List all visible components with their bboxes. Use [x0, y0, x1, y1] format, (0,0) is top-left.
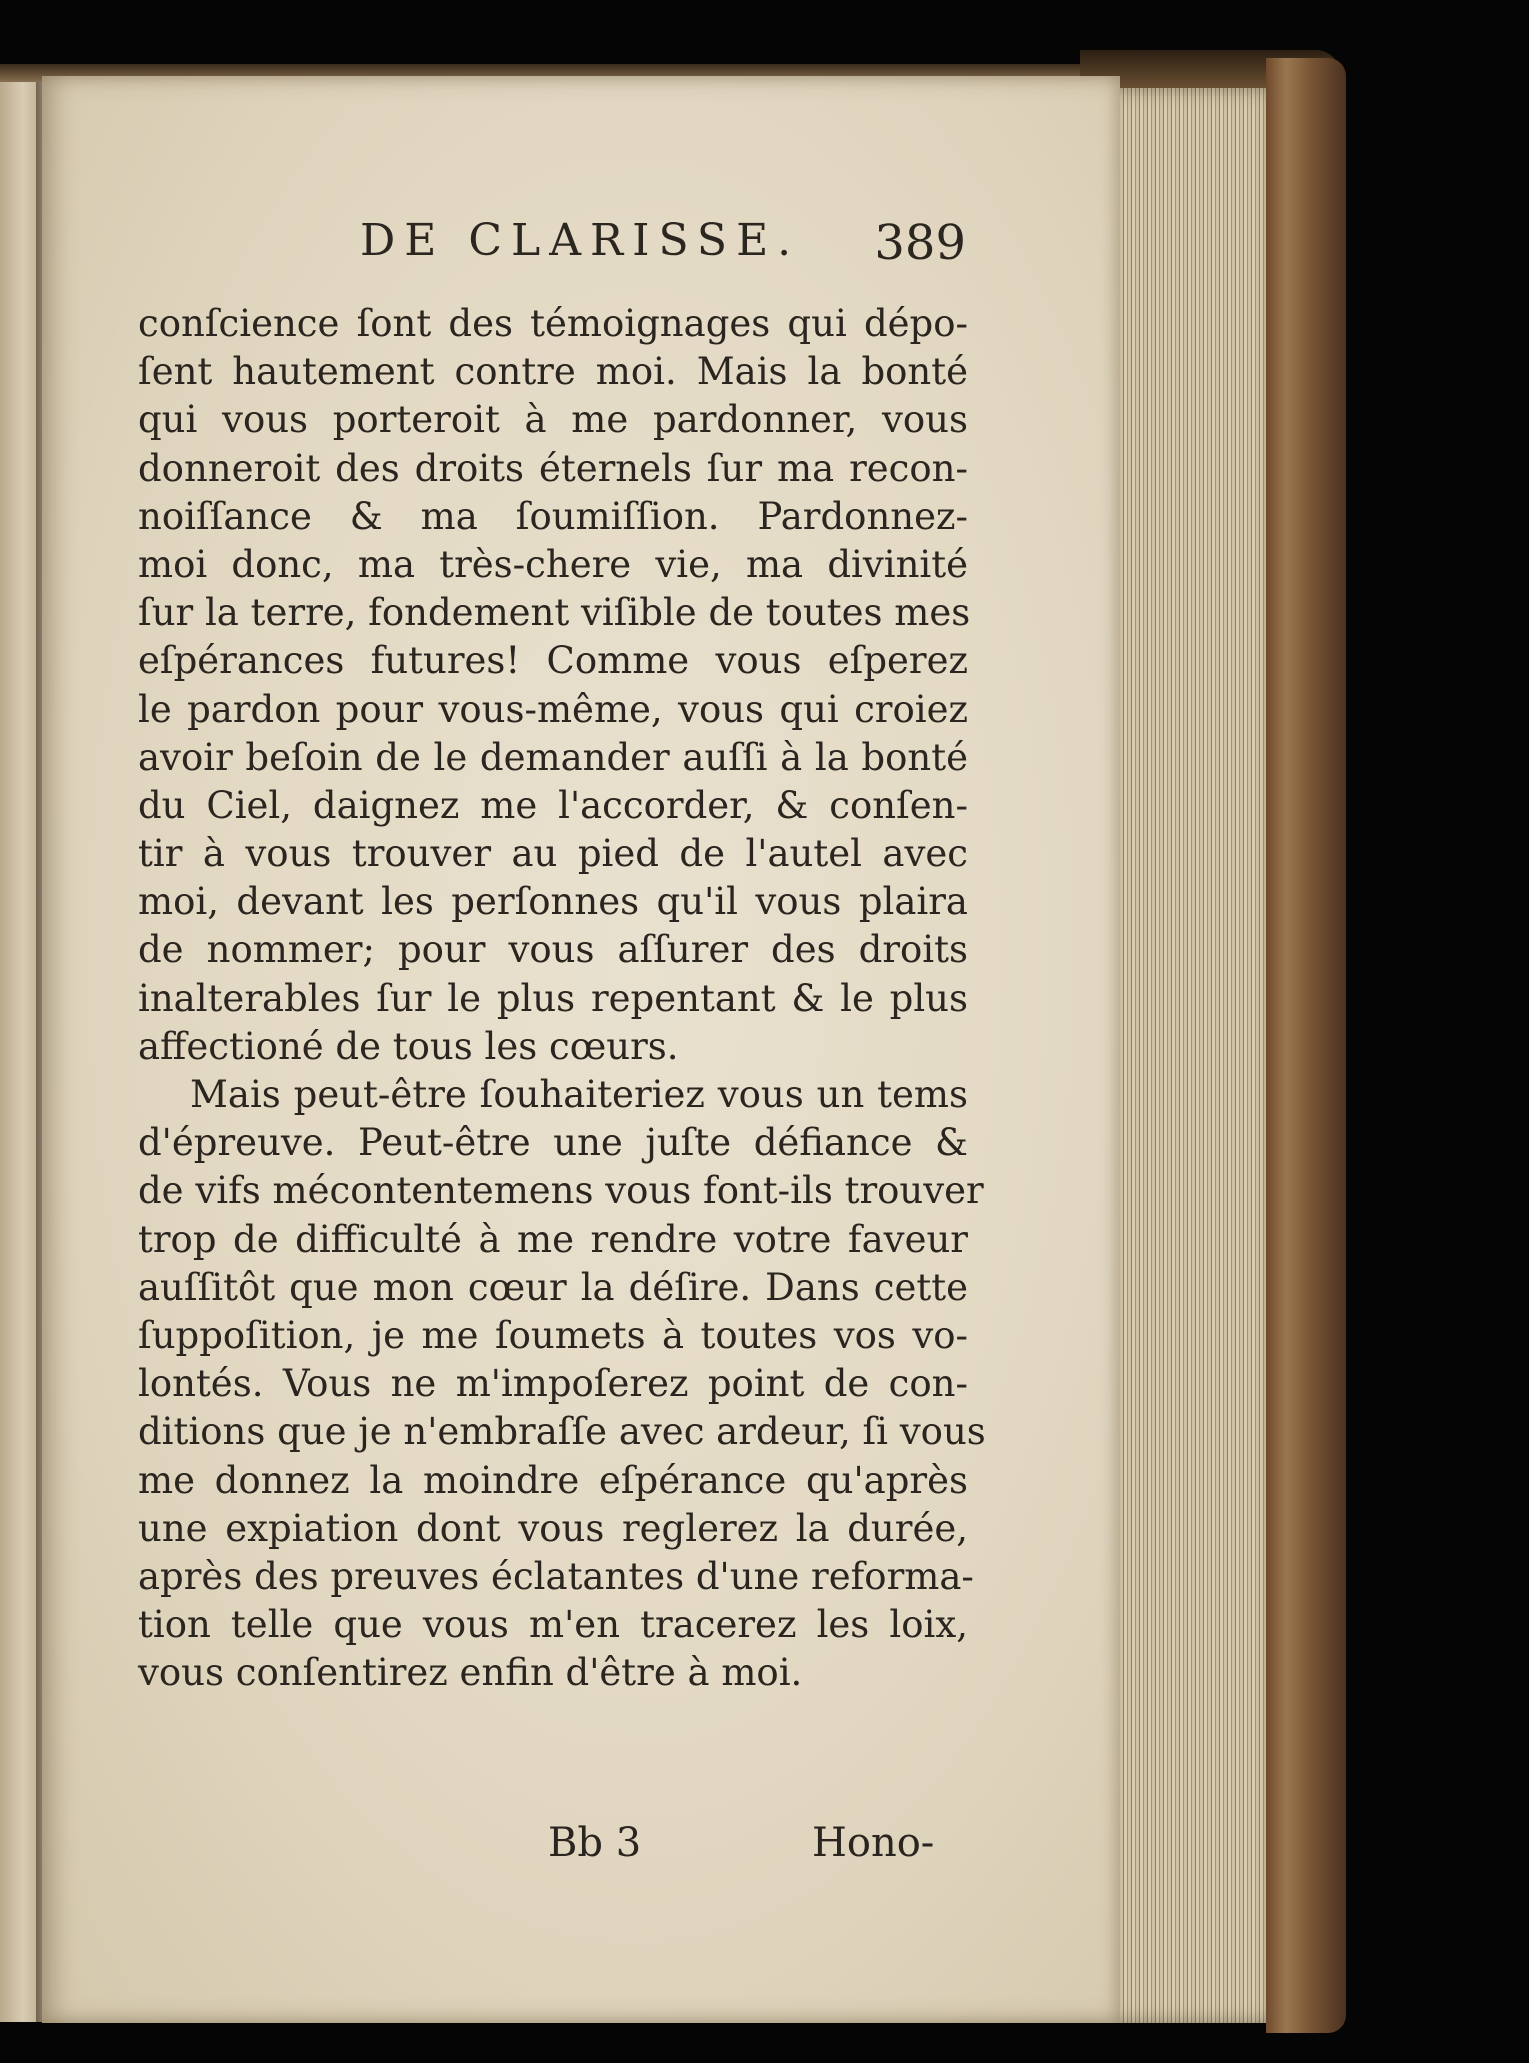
- text-line: eſpérances futures! Comme vous eſperez: [138, 639, 968, 683]
- text-line: vous conſentirez enfin d'être à moi.: [138, 1651, 803, 1695]
- text-line: inalterables ſur le plus repentant & le plus: [138, 976, 968, 1020]
- text-line: moi donc, ma très-chere vie, ma divinité: [138, 542, 968, 586]
- page-fore-edge: [1104, 88, 1274, 2023]
- text-line: auſſitôt que mon cœur la déſire. Dans cette: [138, 1265, 968, 1309]
- text-line: ſent hautement contre moi. Mais la bonté: [138, 350, 968, 394]
- text-line: tion telle que vous m'en tracerez les loix,: [138, 1603, 968, 1647]
- page-text: [138, 300, 986, 1697]
- text-line: qui vous porteroit à me pardonner, vous: [138, 398, 968, 442]
- page-number: 389: [874, 215, 966, 271]
- text-line: de nommer; pour vous aſſurer des droits: [138, 928, 968, 972]
- text-line: me donnez la moindre eſpérance qu'après: [138, 1458, 968, 1502]
- running-title: DE CLARISSE.: [360, 215, 801, 266]
- text-line: du Ciel, daignez me l'accorder, & conſen-: [138, 783, 968, 827]
- leather-cover: [1266, 58, 1346, 2033]
- text-line: ſuppoſition, je me ſoumets à toutes vos vo-: [138, 1313, 968, 1357]
- text-line: avoir beſoin de le demander auſſi à la bonté: [138, 735, 968, 779]
- text-line: trop de difficulté à me rendre votre faveur: [138, 1217, 968, 1261]
- text-line: une expiation dont vous reglerez la durée,: [138, 1506, 968, 1550]
- text-line: de vifs mécontentemens vous font-ils trouver: [138, 1169, 984, 1213]
- text-line: conſcience ſont des témoignages qui dépo-: [138, 302, 968, 345]
- left-page-edge: [0, 82, 39, 2022]
- text-line: d'épreuve. Peut-être une juſte défiance &: [138, 1121, 968, 1165]
- text-line: lontés. Vous ne m'impoſerez point de con-: [138, 1362, 968, 1406]
- text-line: le pardon pour vous-même, vous qui croiez: [138, 687, 968, 731]
- text-line: tir à vous trouver au pied de l'autel avec: [138, 832, 968, 876]
- text-line: moi, devant les perſonnes qu'il vous plaira: [138, 880, 968, 924]
- text-line: affectioné de tous les cœurs.: [138, 1024, 679, 1068]
- signature-mark: Bb 3: [548, 1820, 642, 1866]
- text-line: ditions que je n'embraſſe avec ardeur, ſi vous: [138, 1410, 986, 1454]
- text-line: donneroit des droits éternels ſur ma recon-: [138, 446, 968, 490]
- text-line: après des preuves éclatantes d'une reforma-: [138, 1554, 974, 1598]
- text-line: ſur la terre, fondement viſible de toutes mes: [138, 591, 971, 635]
- text-line: Mais peut-être ſouhaiteriez vous un tems: [190, 1073, 968, 1116]
- catchword: Hono-: [812, 1820, 935, 1866]
- text-line: noiſſance & ma ſoumiſſion. Pardonnez-: [138, 494, 968, 538]
